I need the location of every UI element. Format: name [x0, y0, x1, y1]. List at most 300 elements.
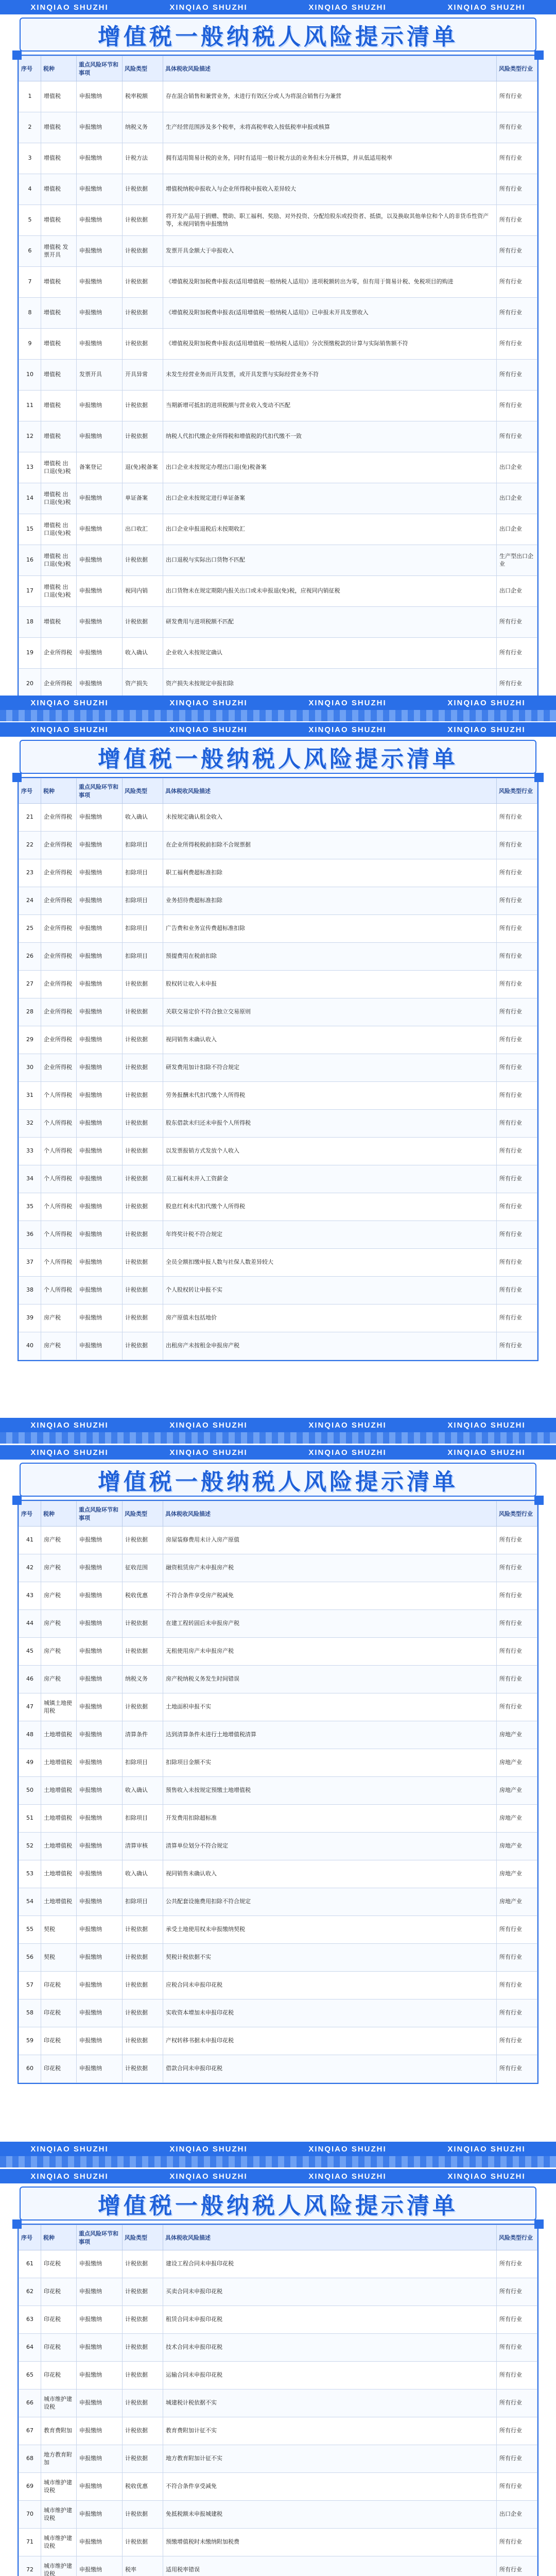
table-cell: 个人股权转让申报不实 [163, 1277, 497, 1304]
table-cell: 税收优惠 [123, 1582, 163, 1610]
table-cell: 所有行业 [497, 998, 537, 1026]
table-cell: 研发费用与进项税额不匹配 [163, 607, 497, 638]
column-header: 风险类型 [123, 1501, 163, 1527]
table-cell: 7 [19, 267, 41, 298]
table-cell: 申报缴纳 [77, 971, 123, 998]
table-cell: 申报缴纳 [77, 2556, 123, 2576]
table-cell: 44 [19, 1610, 41, 1638]
table-row [19, 174, 537, 205]
table-cell: 所有行业 [497, 2334, 537, 2362]
table-cell: 出口收汇 [123, 514, 163, 545]
table-cell: 所有行业 [497, 1554, 537, 1582]
table-cell: 14 [19, 483, 41, 514]
risk-table [18, 777, 538, 1361]
table-cell: 计税依据 [123, 2278, 163, 2306]
table-cell: 个人所得税 [41, 1165, 77, 1193]
table-cell: 增值税 [41, 143, 77, 174]
table-cell: 申报缴纳 [77, 2027, 123, 2055]
table-cell: 所有行业 [497, 1221, 537, 1249]
brand-text: XINQIAO SHUZHI [30, 725, 109, 734]
table-cell: 预提费用在税前扣除 [163, 943, 497, 971]
column-header: 风险类型行业 [497, 2225, 537, 2250]
table-cell: 申报缴纳 [77, 2306, 123, 2334]
table-cell: 33 [19, 1138, 41, 1165]
table-cell: 增值税 [41, 205, 77, 236]
table-cell: 申报缴纳 [77, 267, 123, 298]
table-cell: 计税依据 [123, 329, 163, 360]
table-cell: 所有行业 [497, 2250, 537, 2278]
table-cell: 30 [19, 1054, 41, 1082]
table-cell: 52 [19, 1833, 41, 1860]
table-cell: 教育费附加 [41, 2417, 77, 2445]
table [19, 778, 537, 1360]
brand-text: XINQIAO SHUZHI [447, 1448, 526, 1457]
brand-text: XINQIAO SHUZHI [447, 1420, 526, 1430]
table-cell: 50 [19, 1777, 41, 1805]
table-row [19, 1944, 537, 1972]
table-cell: 税收优惠 [123, 2473, 163, 2501]
table-cell: 视同销售未确认收入 [163, 1860, 497, 1888]
table-cell: 纳税义务 [123, 112, 163, 143]
table-cell: 股权转让收入未申报 [163, 971, 497, 998]
table-cell: 申报缴纳 [77, 804, 123, 832]
table-row [19, 2529, 537, 2556]
table-cell: 印花税 [41, 2334, 77, 2362]
table-row [19, 1999, 537, 2027]
table-cell: 承受土地使用权未申报缴纳契税 [163, 1916, 497, 1944]
table-cell: 计税依据 [123, 1332, 163, 1360]
table-cell: 增值税 出口退(免)税 [41, 576, 77, 607]
table-row [19, 971, 537, 998]
table-cell: 拥有适用简易计税的业务，同时有适用一般计税方法的业务但未分开核算，并从低适用税率 [163, 143, 497, 174]
table-cell: 49 [19, 1749, 41, 1777]
table-cell: 计税依据 [123, 2417, 163, 2445]
table-cell: 申报缴纳 [77, 2501, 123, 2529]
table-cell: 计税依据 [123, 1138, 163, 1165]
brand-text: XINQIAO SHUZHI [447, 2172, 526, 2181]
table-cell: 申报缴纳 [77, 887, 123, 915]
table-row [19, 1833, 537, 1860]
brand-text: XINQIAO SHUZHI [447, 2144, 526, 2154]
column-header: 风险类型 [123, 2225, 163, 2250]
table-cell: 所有行业 [497, 804, 537, 832]
table-cell: 增值税 [41, 360, 77, 391]
table-cell: 增值税 [41, 421, 77, 452]
table-cell: 63 [19, 2306, 41, 2334]
table-row [19, 1304, 537, 1332]
table-cell: 9 [19, 329, 41, 360]
table-cell: 申报缴纳 [77, 545, 123, 576]
table-cell: 所有行业 [497, 2389, 537, 2417]
table-cell: 29 [19, 1026, 41, 1054]
table-cell: 所有行业 [497, 1138, 537, 1165]
table-cell: 土地增值税 [41, 1777, 77, 1805]
table-cell: 所有行业 [497, 2473, 537, 2501]
table-cell: 计税依据 [123, 1221, 163, 1249]
section-divider [0, 1432, 556, 1444]
table-cell: 生产经营范围涉及多个税率，未将高税率收入按低税率申报或核算 [163, 112, 497, 143]
brand-text: XINQIAO SHUZHI [308, 2144, 387, 2154]
table-cell: 企业所得税 [41, 971, 77, 998]
table-row [19, 1721, 537, 1749]
table-cell: 所有行业 [497, 1972, 537, 1999]
table-cell: 房产税 [41, 1610, 77, 1638]
table-cell: 清算审核 [123, 1833, 163, 1860]
table-cell: 房产税 [41, 1304, 77, 1332]
brand-text: XINQIAO SHUZHI [30, 698, 109, 707]
table-cell: 申报缴纳 [77, 1221, 123, 1249]
table-cell: 运输合同未申报印花税 [163, 2362, 497, 2389]
table-cell: 增值税 出口退(免)税 [41, 514, 77, 545]
brand-text: XINQIAO SHUZHI [169, 1420, 248, 1430]
table-cell: 扣除项目 [123, 887, 163, 915]
table-row [19, 2473, 537, 2501]
table-cell: 37 [19, 1249, 41, 1277]
table-cell: 26 [19, 943, 41, 971]
section-1 [0, 0, 556, 721]
table-cell: 46 [19, 1666, 41, 1693]
table-cell: 所有行业 [497, 421, 537, 452]
brand-text: XINQIAO SHUZHI [30, 1420, 109, 1430]
table-cell: 所有行业 [497, 1054, 537, 1082]
table-cell: 企业所得税 [41, 832, 77, 859]
table-cell: 所有行业 [497, 360, 537, 391]
table-row [19, 2389, 537, 2417]
brand-text: XINQIAO SHUZHI [447, 725, 526, 734]
table-cell: 所有行业 [497, 1944, 537, 1972]
table-cell: 所有行业 [497, 1249, 537, 1277]
table-cell: 不符合条件享受房产税减免 [163, 1582, 497, 1610]
table-cell: 出口企业 [497, 452, 537, 483]
table-cell: 申报缴纳 [77, 1193, 123, 1221]
table-cell: 扣除项目金额不实 [163, 1749, 497, 1777]
table-row [19, 545, 537, 576]
table-cell: 资产损失 [123, 669, 163, 700]
table-cell: 增值税 出口退(免)税 [41, 483, 77, 514]
table-cell: 印花税 [41, 1972, 77, 1999]
table-cell: 出租房产未按租金申报房产税 [163, 1332, 497, 1360]
table-cell: 出口企业 [497, 514, 537, 545]
column-header: 重点风险环节和事项 [77, 2225, 123, 2250]
table-cell: 1 [19, 81, 41, 112]
table-row [19, 391, 537, 421]
column-header: 序号 [19, 2225, 41, 2250]
table-row [19, 804, 537, 832]
table-cell: 所有行业 [497, 2417, 537, 2445]
table-cell: 预缴增值税时未缴纳附加税费 [163, 2529, 497, 2556]
table-cell: 所有行业 [497, 1527, 537, 1554]
table-cell: 企业所得税 [41, 943, 77, 971]
table-row [19, 298, 537, 329]
table-cell: 增值税 [41, 298, 77, 329]
table-cell: 所有行业 [497, 1332, 537, 1360]
table-cell: 年终奖计税不符合规定 [163, 1221, 497, 1249]
table [19, 2225, 537, 2576]
table-cell: 申报缴纳 [77, 205, 123, 236]
table-row [19, 1888, 537, 1916]
table-cell: 58 [19, 1999, 41, 2027]
table-row [19, 887, 537, 915]
table-cell: 56 [19, 1944, 41, 1972]
brand-strip-top [0, 1445, 556, 1460]
table-cell: 计税依据 [123, 1944, 163, 1972]
table [19, 56, 537, 700]
risk-table [18, 1500, 538, 2084]
table-cell: 65 [19, 2362, 41, 2389]
table-row [19, 1332, 537, 1360]
table-cell: 企业所得税 [41, 859, 77, 887]
table-cell: 计税依据 [123, 998, 163, 1026]
table-cell: 申报缴纳 [77, 1332, 123, 1360]
table-cell: 城市维护建设税 [41, 2473, 77, 2501]
section-divider [0, 710, 556, 721]
table-cell: 53 [19, 1860, 41, 1888]
brand-strip-bottom [0, 696, 556, 710]
table-cell: 出口企业 [497, 2501, 537, 2529]
column-header: 风险类型行业 [497, 778, 537, 804]
table-cell: 所有行业 [497, 391, 537, 421]
table-cell: 适用税率错误 [163, 2556, 497, 2576]
table-cell: 计税依据 [123, 2362, 163, 2389]
table-cell: 申报缴纳 [77, 1277, 123, 1304]
table-cell: 出口企业未按规定进行单证备案 [163, 483, 497, 514]
table-cell: 土地增值税 [41, 1860, 77, 1888]
table-cell: 10 [19, 360, 41, 391]
table-cell: 税率 [123, 2556, 163, 2576]
table-cell: 计税依据 [123, 267, 163, 298]
table-cell: 64 [19, 2334, 41, 2362]
table-cell: 出口企业 [497, 483, 537, 514]
table-cell: 申报缴纳 [77, 915, 123, 943]
table-cell: 达到清算条件未进行土地增值税清算 [163, 1721, 497, 1749]
table-cell: 房地产业 [497, 1777, 537, 1805]
table-cell: 股东借款未归还未申报个人所得税 [163, 1110, 497, 1138]
table-cell: 67 [19, 2417, 41, 2445]
table-cell: 计税依据 [123, 1082, 163, 1110]
table-row [19, 1693, 537, 1721]
table-row [19, 112, 537, 143]
table-cell: 所有行业 [497, 2027, 537, 2055]
table-cell: 业务招待费超标准扣除 [163, 887, 497, 915]
table-cell: 34 [19, 1165, 41, 1193]
table-cell: 计税依据 [123, 1110, 163, 1138]
brand-text: XINQIAO SHUZHI [308, 2172, 387, 2181]
table-cell: 24 [19, 887, 41, 915]
table-cell: 房产税 [41, 1582, 77, 1610]
table-cell: 计税依据 [123, 971, 163, 998]
table-cell: 增值税 [41, 267, 77, 298]
table-cell: 15 [19, 514, 41, 545]
table-cell: 地方教育附加计征不实 [163, 2445, 497, 2473]
table-cell: 房产原值未包括地价 [163, 1304, 497, 1332]
table-row [19, 2501, 537, 2529]
table-row [19, 1610, 537, 1638]
table-cell: 申报缴纳 [77, 1833, 123, 1860]
table-cell: 申报缴纳 [77, 2529, 123, 2556]
table-cell: 所有行业 [497, 81, 537, 112]
table-cell: 发票开具金额大于申报收入 [163, 236, 497, 267]
table-row [19, 236, 537, 267]
table-cell: 土地增值税 [41, 1888, 77, 1916]
table-cell: 公共配套设施费用扣除不符合规定 [163, 1888, 497, 1916]
table-cell: 36 [19, 1221, 41, 1249]
table-cell: 房地产业 [497, 1860, 537, 1888]
table-cell: 计税依据 [123, 174, 163, 205]
table-cell: 所有行业 [497, 1165, 537, 1193]
table-row [19, 669, 537, 700]
table-cell: 申报缴纳 [77, 2278, 123, 2306]
table-cell: 预售收入未按规定预缴土地增值税 [163, 1777, 497, 1805]
table-cell: 计税依据 [123, 2250, 163, 2278]
table-row [19, 2306, 537, 2334]
table-cell: 增值税 [41, 391, 77, 421]
table-row [19, 2027, 537, 2055]
table-cell: 增值税 出口退(免)税 [41, 545, 77, 576]
table-cell: 土地增值税 [41, 1805, 77, 1833]
table-cell: 申报缴纳 [77, 607, 123, 638]
table-row [19, 267, 537, 298]
table-row [19, 483, 537, 514]
table-cell: 职工福利费超标准扣除 [163, 859, 497, 887]
table-cell: 32 [19, 1110, 41, 1138]
table-cell: 计税依据 [123, 1916, 163, 1944]
table-cell: 3 [19, 143, 41, 174]
page-title: 增值税一般纳税人风险提示清单 [98, 24, 458, 50]
table-cell: 申报缴纳 [77, 1888, 123, 1916]
table-cell: 无租使用房产未申报房产税 [163, 1638, 497, 1666]
table-cell: 2 [19, 112, 41, 143]
table-cell: 房产税 [41, 1332, 77, 1360]
brand-strip-bottom [0, 2142, 556, 2156]
table-cell: 开具异常 [123, 360, 163, 391]
table-cell: 所有行业 [497, 1026, 537, 1054]
table-row [19, 1193, 537, 1221]
table-cell: 企业收入未按规定确认 [163, 638, 497, 669]
page-title: 增值税一般纳税人风险提示清单 [98, 1469, 458, 1495]
section-2 [0, 722, 556, 1444]
table-cell: 印花税 [41, 2027, 77, 2055]
table-cell: 企业所得税 [41, 1054, 77, 1082]
table-cell: 11 [19, 391, 41, 421]
table-cell: 申报缴纳 [77, 669, 123, 700]
table-cell: 计税依据 [123, 1693, 163, 1721]
table-cell: 不符合条件享受减免 [163, 2473, 497, 2501]
table-cell: 资产损失未按规定申报扣除 [163, 669, 497, 700]
table-cell: 所有行业 [497, 1304, 537, 1332]
table-cell: 所有行业 [497, 887, 537, 915]
table-cell: 《增值税及附加税费申报表(适用增值税一般纳税人适用)》分次预缴税款的计算与实际销售额不符 [163, 329, 497, 360]
table-cell: 印花税 [41, 1999, 77, 2027]
table-cell: 5 [19, 205, 41, 236]
table-row [19, 1666, 537, 1693]
table-row [19, 943, 537, 971]
table-cell: 31 [19, 1082, 41, 1110]
table-cell: 所有行业 [497, 2278, 537, 2306]
table-cell: 计税依据 [123, 1638, 163, 1666]
table-cell: 申报缴纳 [77, 1554, 123, 1582]
table-row [19, 638, 537, 669]
table-cell: 所有行业 [497, 143, 537, 174]
table-cell: 计税依据 [123, 2529, 163, 2556]
table-cell: 房产税纳税义务发生时间错误 [163, 1666, 497, 1693]
table-cell: 申报缴纳 [77, 174, 123, 205]
table-cell: 视同内销 [123, 576, 163, 607]
table-row [19, 514, 537, 545]
table-cell: 计税依据 [123, 1610, 163, 1638]
table-cell: 申报缴纳 [77, 2417, 123, 2445]
column-header: 序号 [19, 56, 41, 81]
table-cell: 买卖合同未申报印花税 [163, 2278, 497, 2306]
column-header: 税种 [41, 56, 77, 81]
table-cell: 企业所得税 [41, 887, 77, 915]
table-header-row [19, 2225, 537, 2250]
table-row [19, 1638, 537, 1666]
table-row [19, 2362, 537, 2389]
table-cell: 54 [19, 1888, 41, 1916]
table-cell: 57 [19, 1972, 41, 1999]
table-cell: 员工福利未并入工资薪金 [163, 1165, 497, 1193]
table-cell: 扣除项目 [123, 1749, 163, 1777]
table-cell: 13 [19, 452, 41, 483]
table-cell: 所有行业 [497, 2055, 537, 2083]
table-cell: 房地产业 [497, 1888, 537, 1916]
table-cell: 申报缴纳 [77, 1527, 123, 1554]
table-cell: 8 [19, 298, 41, 329]
table-cell: 劳务报酬未代扣代缴个人所得税 [163, 1082, 497, 1110]
table-row [19, 576, 537, 607]
table-cell: 申报缴纳 [77, 832, 123, 859]
table-row [19, 1916, 537, 1944]
brand-text: XINQIAO SHUZHI [30, 2144, 109, 2154]
table-row [19, 1582, 537, 1610]
table-header-row [19, 778, 537, 804]
table-cell: 计税依据 [123, 1054, 163, 1082]
table-cell: 48 [19, 1721, 41, 1749]
table-cell: 申报缴纳 [77, 483, 123, 514]
table-cell: 51 [19, 1805, 41, 1833]
table-cell: 45 [19, 1638, 41, 1666]
table-cell: 备案登记 [77, 452, 123, 483]
table-cell: 计税依据 [123, 421, 163, 452]
brand-text: XINQIAO SHUZHI [169, 3, 248, 12]
table-cell: 申报缴纳 [77, 1582, 123, 1610]
table-cell: 房产税 [41, 1638, 77, 1666]
table-cell: 所有行业 [497, 1916, 537, 1944]
table-cell: 房地产业 [497, 1749, 537, 1777]
table-cell: 收入确认 [123, 804, 163, 832]
table-cell: 23 [19, 859, 41, 887]
brand-strip-top [0, 0, 556, 14]
table-cell: 申报缴纳 [77, 2250, 123, 2278]
table-cell: 土地增值税 [41, 1833, 77, 1860]
table-cell: 申报缴纳 [77, 2055, 123, 2083]
table-cell: 融资租赁房产未申报房产税 [163, 1554, 497, 1582]
table-cell: 广告费和业务宣传费超标准扣除 [163, 915, 497, 943]
table-cell: 61 [19, 2250, 41, 2278]
table-cell: 企业所得税 [41, 804, 77, 832]
table-cell: 申报缴纳 [77, 638, 123, 669]
table-cell: 清算单位划分不符合规定 [163, 1833, 497, 1860]
table-cell: 研发费用加计扣除不符合规定 [163, 1054, 497, 1082]
table-cell: 所有行业 [497, 2556, 537, 2576]
table [19, 1501, 537, 2083]
table-cell: 企业所得税 [41, 998, 77, 1026]
table-cell: 出口退税与实际出口货物不匹配 [163, 545, 497, 576]
table-cell: 扣除项目 [123, 859, 163, 887]
table-cell: 19 [19, 638, 41, 669]
table-cell: 个人所得税 [41, 1277, 77, 1304]
table-cell: 发票开具 [77, 360, 123, 391]
